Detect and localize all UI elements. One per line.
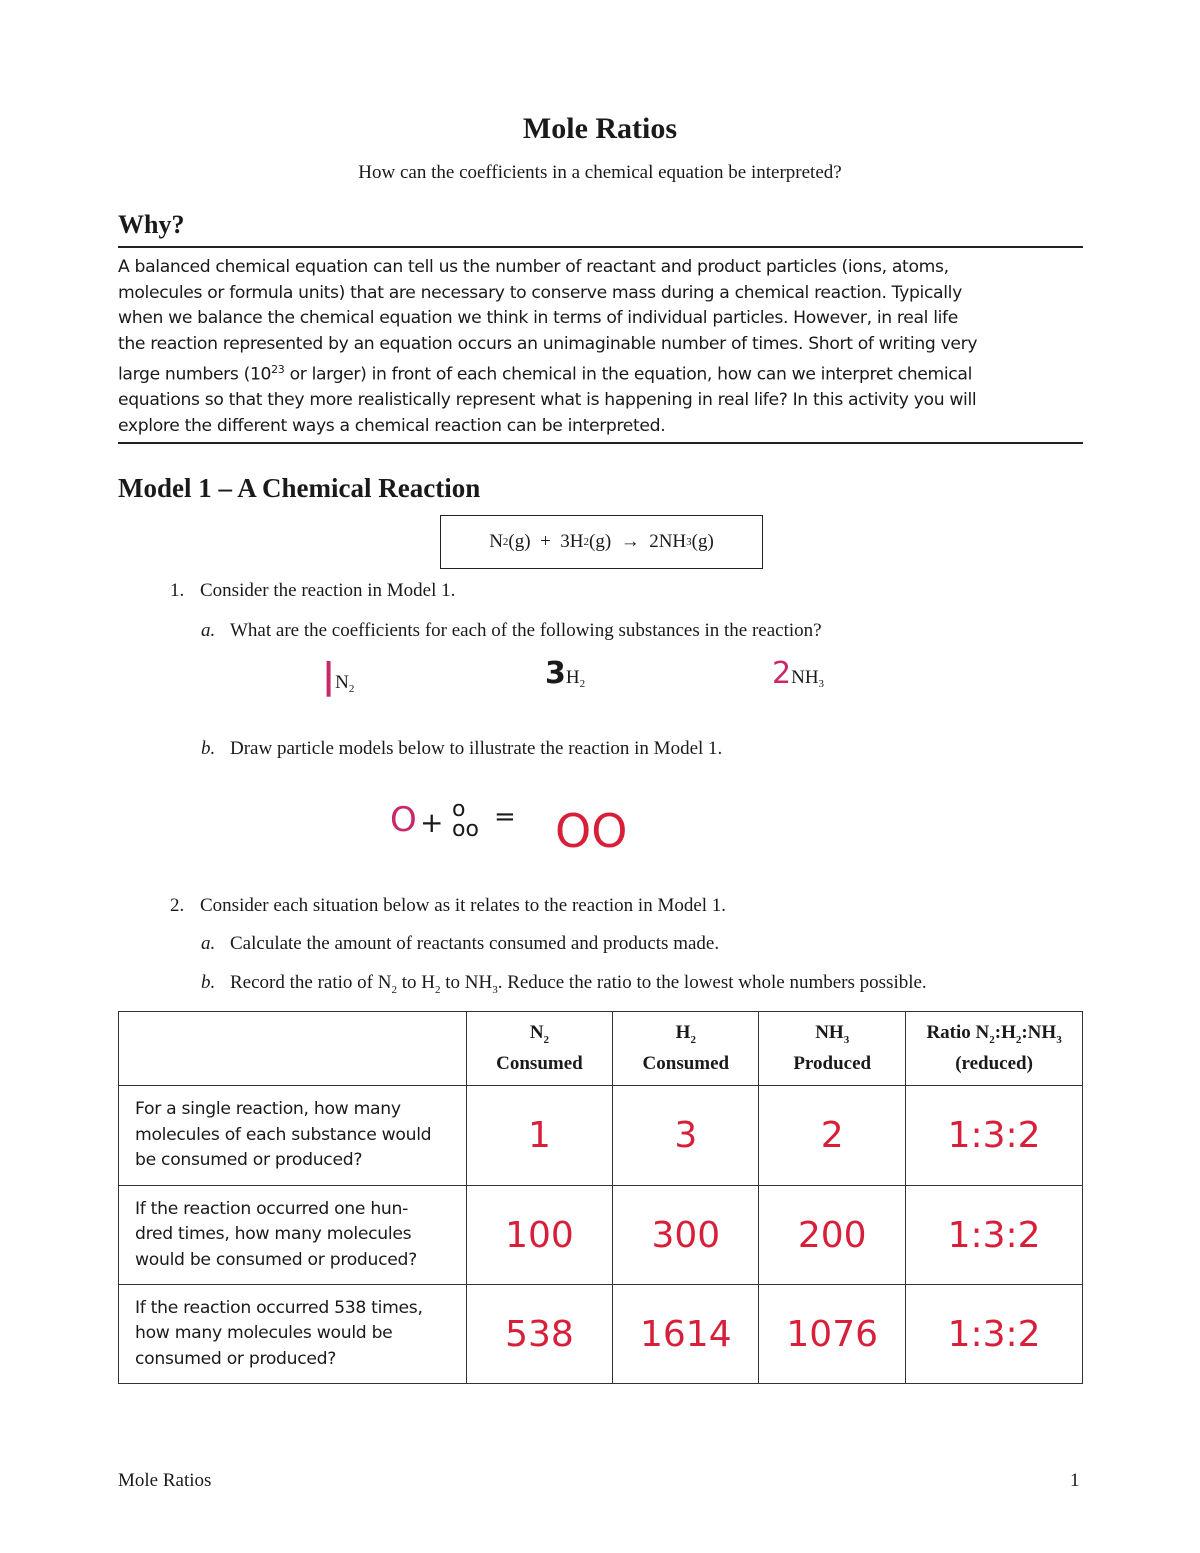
particle-n2: O <box>390 800 417 840</box>
q2-number: 2. <box>170 895 185 916</box>
answer-cell-nh3[interactable]: 2 <box>759 1086 906 1186</box>
why-line: A balanced chemical equation can tell us the number of reactant and product particles (ions, atoms, <box>118 257 949 277</box>
q2a-letter: a. <box>201 933 216 954</box>
footer-title: Mole Ratios <box>118 1470 212 1491</box>
table-row <box>119 1285 1083 1384</box>
why-line: molecules or formula units) that are necessary to conserve mass during a chemical reaction. Typically <box>118 282 962 303</box>
answer-cell-ratio[interactable]: 1:3:2 <box>906 1186 1083 1285</box>
table-row <box>119 1186 1083 1285</box>
header-h2: $H_2$ Consumed <box>613 1012 759 1086</box>
answer-h2: 3 <box>545 656 566 691</box>
why-line: explore the different ways a chemical reaction can be interpreted. <box>118 415 666 436</box>
why-line: when we balance the chemical equation we think in terms of individual particles. However, in real life <box>118 308 958 328</box>
answer-cell-h2[interactable]: 300 <box>613 1186 759 1285</box>
answer-cell-ratio[interactable]: 1:3:2 <box>906 1086 1083 1186</box>
answer-cell-n2[interactable]: 1 <box>466 1086 613 1186</box>
row-question: If the reaction occurred 538 times, how many molecules would be consumed or produced? <box>119 1285 467 1384</box>
coefficient-n2: $|N_2$ <box>322 656 355 697</box>
header-n2: $N_2$ Consumed <box>466 1012 613 1086</box>
why-line: large numbers ($10^{23}$ or larger) in front of each chemical in the equation, how can we interpret chemical <box>118 363 972 385</box>
answer-cell-n2[interactable]: 100 <box>466 1186 613 1285</box>
why-heading: Why? <box>118 210 185 239</box>
why-line: equations so that they more realistically represent what is happening in real life? In this activity you will <box>118 390 977 411</box>
q2b-letter: b. <box>201 972 216 993</box>
q2b-text: Record the ratio of $N_2$ to $H_2$ to $NH_3$. Reduce the ratio to the lowest whole numbers possible. <box>230 972 927 996</box>
answer-n2: | <box>322 656 336 697</box>
answer-nh3: 2 <box>772 656 792 691</box>
reaction-equation: N 2 (g) + 3H 2 (g) → 2NH 3 (g) <box>440 515 763 569</box>
page-title: Mole Ratios <box>522 112 678 145</box>
why-paragraph <box>118 255 1080 439</box>
page-subtitle: How can the coefficients in a chemical equation be interpreted? <box>358 162 842 183</box>
q1b-letter: b. <box>201 738 216 759</box>
header-empty <box>119 1012 467 1086</box>
model-heading: Model 1 – A Chemical Reaction <box>118 473 481 503</box>
answer-cell-h2[interactable]: 3 <box>613 1086 759 1186</box>
header-ratio: Ratio $N_2:H_2:NH_3$ (reduced) <box>906 1012 1083 1086</box>
page-number: 1 <box>1070 1470 1080 1491</box>
answer-cell-h2[interactable]: 1614 <box>613 1285 759 1384</box>
answer-cell-n2[interactable]: 538 <box>466 1285 613 1384</box>
why-line: the reaction represented by an equation occurs an unimaginable number of times. Short of writing very <box>118 333 978 354</box>
q2a-text: Calculate the amount of reactants consumed and products made. <box>230 933 720 954</box>
q1a-text: What are the coefficients for each of the following substances in the reaction? <box>230 620 822 641</box>
particle-nh3: OO <box>555 804 628 858</box>
q1-text: Consider the reaction in Model 1. <box>200 580 456 601</box>
table-row <box>119 1086 1083 1186</box>
q1-number: 1. <box>170 580 185 601</box>
data-table <box>118 1011 1083 1384</box>
divider <box>118 442 1083 444</box>
answer-cell-ratio[interactable]: 1:3:2 <box>906 1285 1083 1384</box>
coefficient-nh3: $2NH_3$ <box>772 656 825 691</box>
coefficient-h2: $3H_2$ <box>545 656 586 691</box>
row-question: If the reaction occurred one hun- dred times, how many molecules would be consumed or produced? <box>119 1186 467 1285</box>
row-question: For a single reaction, how many molecules of each substance would be consumed or produced? <box>119 1086 467 1186</box>
header-nh3: $NH_3$ Produced <box>759 1012 906 1086</box>
table-header-row <box>119 1012 1083 1086</box>
answer-cell-nh3[interactable]: 200 <box>759 1186 906 1285</box>
particle-h2: o oo <box>452 797 479 842</box>
divider <box>118 246 1083 248</box>
q2-text: Consider each situation below as it relates to the reaction in Model 1. <box>200 895 727 916</box>
drawing-equals: = <box>494 802 516 832</box>
answer-cell-nh3[interactable]: 1076 <box>759 1285 906 1384</box>
q1a-letter: a. <box>201 620 216 641</box>
drawing-plus: + <box>420 806 444 839</box>
q1b-text: Draw particle models below to illustrate the reaction in Model 1. <box>230 738 723 759</box>
